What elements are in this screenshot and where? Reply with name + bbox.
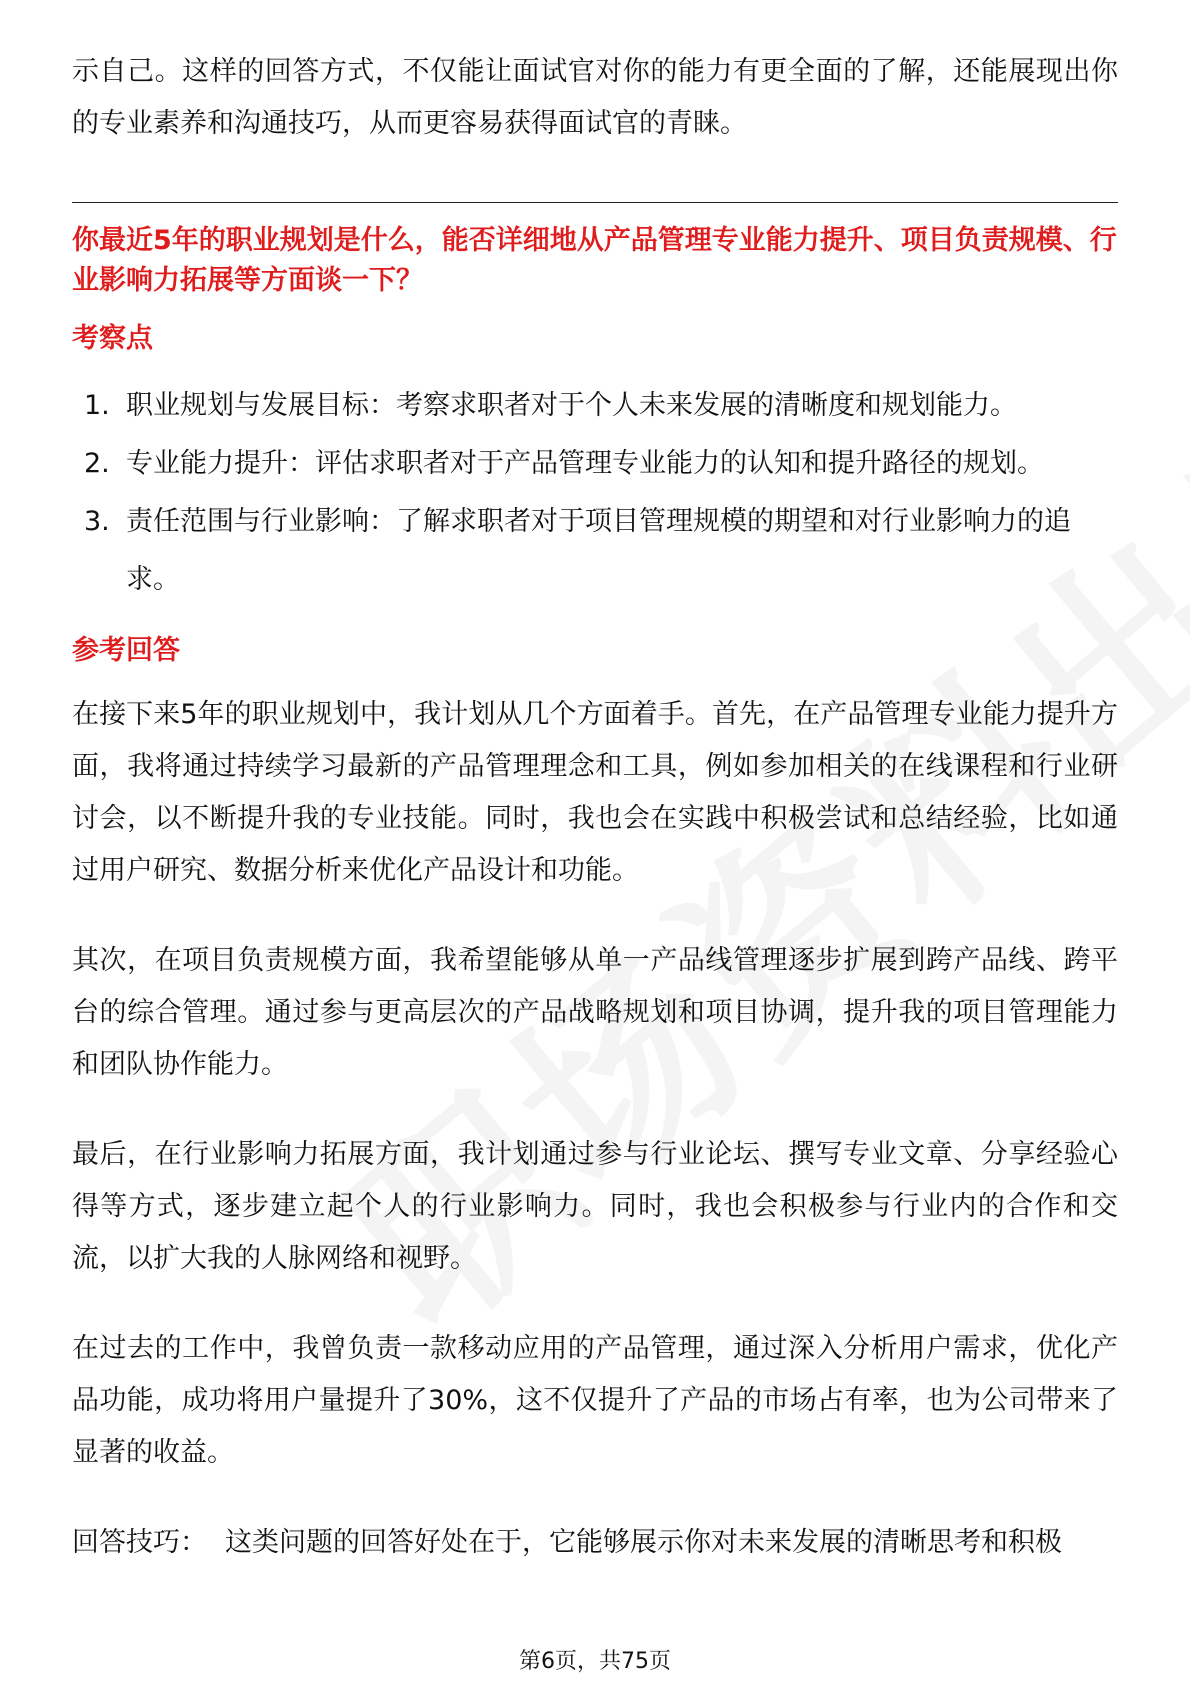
question-title: 你最近5年的职业规划是什么，能否详细地从产品管理专业能力提升、项目负责规模、行业影响力拓展等方面谈一下？	[72, 225, 1117, 296]
answer-paragraph: 在过去的工作中，我曾负责一款移动应用的产品管理，通过深入分析用户需求，优化产品功能，成功将用户量提升了30%，这不仅提升了产品的市场占有率，也为公司带来了显著的收益。	[72, 1333, 1118, 1468]
intro-paragraph: 示自己。这样的回答方式，不仅能让面试官对你的能力有更全面的了解，还能展现出你的专业素养和沟通技巧，从而更容易获得面试官的青睐。	[72, 56, 1118, 139]
tip-text: 这类问题的回答好处在于，它能够展示你对未来发展的清晰思考和积极	[225, 1527, 1062, 1558]
list-item-number: 3.	[84, 506, 110, 537]
list-item	[72, 493, 1118, 609]
evaluation-heading: 考察点	[72, 323, 153, 354]
answer-tip	[72, 1517, 1118, 1569]
document-page	[72, 46, 1118, 1607]
evaluation-list	[72, 377, 1118, 609]
page-number: 第6页，共75页	[519, 1649, 671, 1674]
answer-paragraph: 最后，在行业影响力拓展方面，我计划通过参与行业论坛、撰写专业文章、分享经验心得等方式，逐步建立起个人的行业影响力。同时，我也会积极参与行业内的合作和交流，以扩大我的人脉网络和视野。	[72, 1139, 1118, 1274]
list-item-text: 专业能力提升：评估求职者对于产品管理专业能力的认知和提升路径的规划。	[126, 448, 1044, 479]
list-item	[72, 377, 1118, 435]
answer-paragraph: 在接下来5年的职业规划中，我计划从几个方面着手。首先，在产品管理专业能力提升方面，我将通过持续学习最新的产品管理理念和工具，例如参加相关的在线课程和行业研讨会，以不断提升我的专业技能。同时，我也会在实践中积极尝试和总结经验，比如通过用户研究、数据分析来优化产品设计和功能。	[72, 699, 1118, 886]
list-item-text: 职业规划与发展目标：考察求职者对于个人未来发展的清晰度和规划能力。	[126, 390, 1017, 421]
list-item-number: 2.	[84, 448, 110, 479]
tip-label: 回答技巧：	[72, 1527, 207, 1558]
answer-body	[72, 689, 1118, 1569]
list-item	[72, 435, 1118, 493]
list-item-text: 责任范围与行业影响：了解求职者对于项目管理规模的期望和对行业影响力的追求。	[126, 506, 1071, 595]
answer-heading: 参考回答	[72, 635, 180, 666]
list-item-number: 1.	[84, 390, 110, 421]
answer-paragraph: 其次，在项目负责规模方面，我希望能够从单一产品线管理逐步扩展到跨产品线、跨平台的综合管理。通过参与更高层次的产品战略规划和项目协调，提升我的项目管理能力和团队协作能力。	[72, 945, 1118, 1080]
section-divider	[72, 202, 1118, 203]
